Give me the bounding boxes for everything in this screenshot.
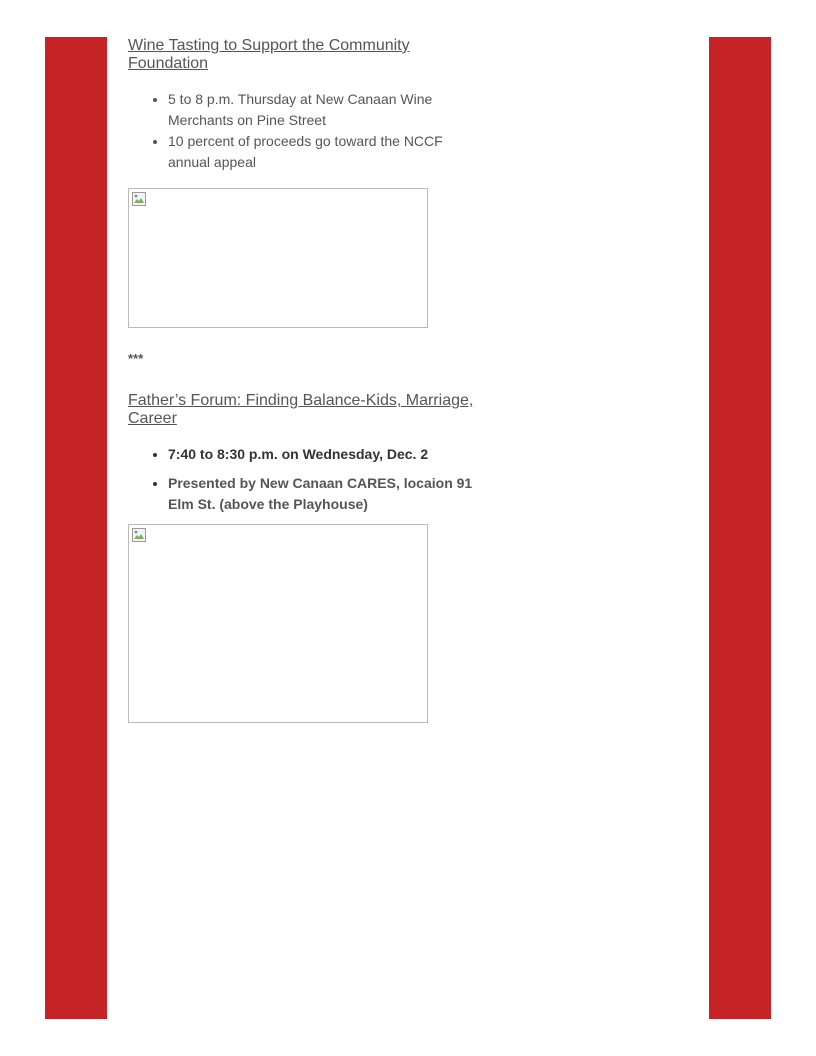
left-red-border	[45, 37, 107, 1019]
list-item: • Presented by New Canaan CARES, locaion 91 Elm St. (above the Playhouse)	[168, 473, 480, 515]
event-title-link[interactable]: Father’s Forum: Finding Balance-Kids, Marriage, Career	[128, 392, 474, 427]
event-wine-tasting	[128, 37, 480, 328]
right-red-border	[709, 37, 771, 1019]
event-image	[128, 188, 428, 328]
list-item: • 5 to 8 p.m. Thursday at New Canaan Wine Merchants on Pine Street	[168, 89, 480, 131]
event-fathers-forum	[128, 392, 480, 723]
separator: ***	[128, 351, 144, 366]
event-image	[128, 524, 428, 723]
list-item: • 7:40 to 8:30 p.m. on Wednesday, Dec. 2	[168, 444, 480, 465]
list-item: • 10 percent of proceeds go toward the NCCF annual appeal	[168, 131, 480, 173]
newsletter-content	[128, 37, 480, 723]
broken-image-icon	[131, 191, 147, 207]
event-details-list	[128, 444, 480, 515]
event-details-list	[128, 89, 480, 173]
broken-image-icon	[131, 527, 147, 543]
event-title-link[interactable]: Wine Tasting to Support the Community Foundation	[128, 37, 410, 72]
